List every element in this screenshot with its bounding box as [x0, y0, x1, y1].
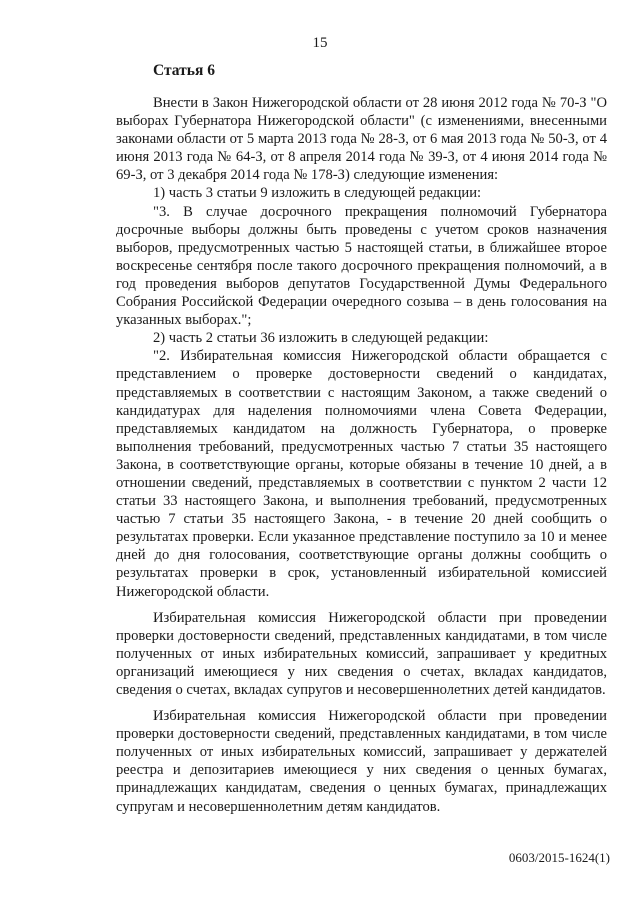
article-title: Статья 6 [153, 62, 215, 79]
credit-organizations-paragraph: Избирательная комиссия Нижегородской области при проведении проверки достоверности сведений, представленных кандидатами, в том числе полученных от иных избирательных комиссий, запрашивает у кредитных организаций имеющиеся у них сведения о счетах, вкладах кандидатов, сведения о счетах, вкладах супругов и несовершеннолетних детей кандидатов. [116, 609, 607, 698]
item-2-heading: 2) часть 2 статьи 36 изложить в следующей редакции: [153, 330, 489, 347]
page-number: 15 [312, 35, 328, 51]
securities-paragraph: Избирательная комиссия Нижегородской области при проведении проверки достоверности сведений, представленных кандидатами, в том числе полученных от иных избирательных комиссий, запрашивает у держателей реестра и депозитариев имеющиеся у них сведения о ценных бумагах, принадлежащих кандидатам, сведения о ценных бумагах, принадлежащих супругам и несовершеннолетним детям кандидатов. [116, 708, 607, 815]
item-1-text: "3. В случае досрочного прекращения полномочий Губернатора досрочные выборы должны быть проведены с учетом сроков назначения выборов, предусмотренных частью 5 настоящей статьи, в ближайшее второе воскресенье сентября после такого досрочного прекращения полномочий, а в год проведения выборов депутатов Государственной Думы Федерального Собрания Российской Федерации очередного созыва – в день голосования на указанных выборах."; [116, 203, 607, 329]
intro-paragraph: Внести в Закон Нижегородской области от 28 июня 2012 года № 70-З "О выборах Губернатора Нижегородской области" (с изменениями, внесенными законами области от 5 марта 2013 года № 28-З, от 6 мая 2013 года № 50-З, от 4 июня 2013 года № 64-З, от 8 апреля 2014 года № 39-З, от 4 июня 2014 года № 69-З, от 3 декабря 2014 года № 178-З) следующие изменения: [116, 95, 607, 184]
document-code: 0603/2015-1624(1) [508, 850, 610, 865]
item-1-heading: 1) часть 3 статьи 9 изложить в следующей редакции: [153, 185, 482, 202]
item-2-text: "2. Избирательная комиссия Нижегородской области обращается с представлением о проверке достоверности сведений о кандидатах, представляемых в соответствии с настоящим Законом, а также сведений о кандидатурах для наделения полномочиями члена Совета Федерации, представляемых кандидатом на должность Губернатора, о проверке выполнения требований, предусмотренных частью 7 статьи 35 настоящего Закона, в соответствующие органы, которые обязаны в течение 10 дней, а в отношении сведений, представляемых в соответствии с пунктом 2 части 12 статьи 33 настоящего Закона, и выполнения требований, предусмотренных частью 7 статьи 35 настоящего Закона, - в течение 20 дней сообщить о результатах проверки. Если указанное представление поступило за 10 и менее дней до дня голосования, соответствующие органы должны сообщить о результатах проверки в срок, установленный избирательной комиссией Нижегородской области. [116, 348, 607, 600]
article-body [116, 94, 607, 816]
